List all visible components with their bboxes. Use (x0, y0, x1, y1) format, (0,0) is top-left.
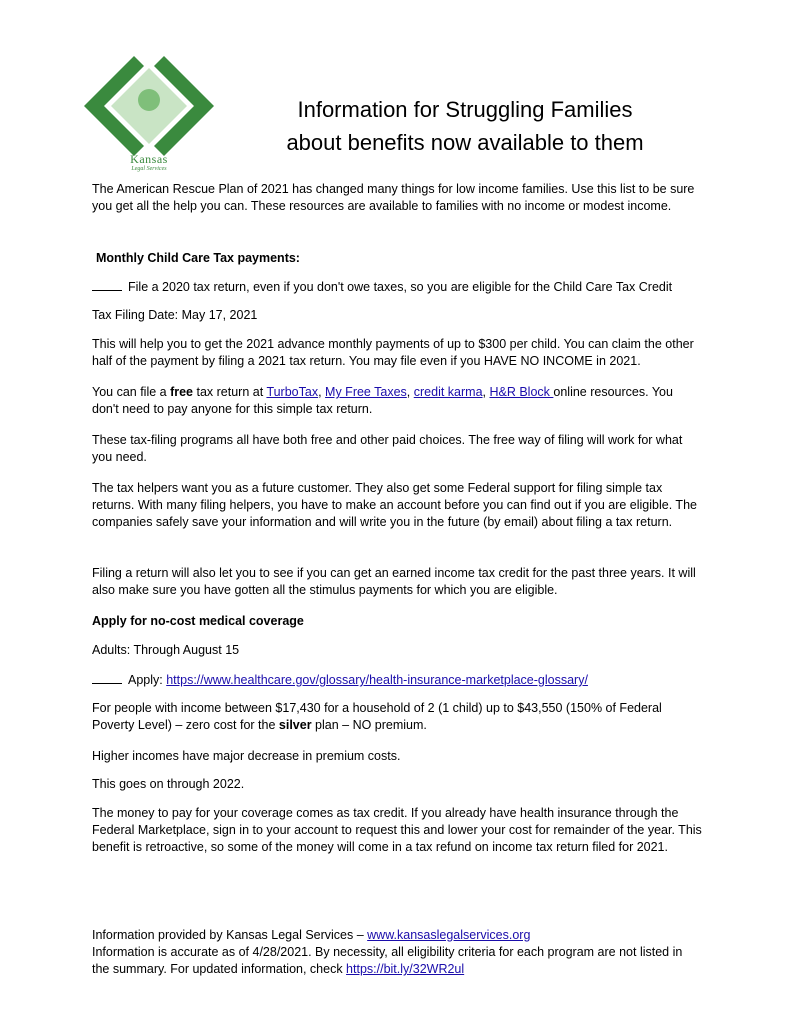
adults-deadline: Adults: Through August 15 (92, 643, 240, 657)
higher-incomes-note: Higher incomes have major decrease in premium costs. (92, 749, 401, 763)
free-return-prefix: You can file a (92, 385, 171, 399)
free-return-suffix: online resources. You don't need to pay anyone for this simple tax return. (92, 385, 673, 416)
diamond-logo-icon (84, 56, 220, 156)
footer-provided-by (92, 927, 702, 944)
free-return-middle: tax return at (193, 385, 267, 399)
eitc-note-paragraph: Filing a return will also let you to see if you can get an earned income tax credit for the past three years. It will also make sure you have gotten all the stimulus payments for which you are eligible. (92, 566, 696, 597)
free-word: free (170, 385, 194, 399)
hr-block-link[interactable]: H&R Block (489, 385, 554, 399)
turbotax-link[interactable]: TurboTax (266, 385, 319, 399)
medical-heading: Apply for no-cost medical coverage (92, 614, 304, 628)
logo-org-name: Kansas (130, 152, 168, 166)
page-title-line-2: about benefits now available to them (286, 130, 644, 155)
intro-paragraph: The American Rescue Plan of 2021 has changed many things for low income families. Use this list to be sure you get all the help you can. These resources are available to families with no income or modest income. (92, 182, 695, 213)
income-eligibility-paragraph (92, 700, 702, 734)
income-suffix: plan – NO premium. (311, 718, 427, 732)
checklist-item-text: File a 2020 tax return, even if you don't owe taxes, so you are eligible for the Child Care Tax Credit (128, 280, 673, 294)
kansas-legal-services-logo (84, 56, 220, 176)
bitly-update-link[interactable]: https://bit.ly/32WR2ul (346, 962, 465, 976)
checkbox-blank[interactable] (92, 278, 122, 291)
healthcare-gov-link[interactable]: https://www.healthcare.gov/glossary/health-insurance-marketplace-glossary/ (166, 673, 588, 687)
footer-accuracy-note (92, 944, 702, 978)
through-2022-note: This goes on through 2022. (92, 777, 245, 791)
checklist-item-file-2020-return (92, 278, 702, 296)
programs-note-paragraph: These tax-filing programs all have both free and other paid choices. The free way of filing will work for what you need. (92, 433, 683, 464)
checkbox-blank[interactable] (92, 671, 122, 684)
apply-line (92, 671, 702, 689)
income-prefix: For people with income between $17,430 for a household of 2 (1 child) up to $43,550 (150% of Federal Poverty Level) – zero cost for the (92, 701, 662, 732)
credit-karma-link[interactable]: credit karma (413, 385, 483, 399)
apply-label: Apply: (128, 673, 167, 687)
kansas-legal-services-link[interactable]: www.kansaslegalservices.org (367, 928, 531, 942)
accuracy-note-text: Information is accurate as of 4/28/2021. By necessity, all eligibility criteria for each program are not listed in the summary. For updated information, check (92, 945, 683, 976)
free-return-paragraph: You can file a free tax return at TurboTax, My Free Taxes, credit karma, H&R Block online resources. You don't need to pay anyone for this simple tax return. (92, 385, 673, 416)
silver-word: silver (278, 718, 312, 732)
page-title-line-1: Information for Struggling Families (297, 97, 633, 122)
logo-org-subtitle: Legal Services (131, 166, 167, 172)
provided-by-text: Information provided by Kansas Legal Services – (92, 928, 368, 942)
tax-credit-paragraph: The money to pay for your coverage comes as tax credit. If you already have health insurance through the Federal Marketplace, sign in to your account to request this and lower your cost for remainder of the year. This benefit is retroactive, so some of the money will come in a tax refund on income tax return filed for 2021. (92, 806, 702, 854)
tax-filing-date: Tax Filing Date: May 17, 2021 (92, 308, 258, 322)
child-care-heading: Monthly Child Care Tax payments: (96, 251, 300, 265)
advance-payments-paragraph: This will help you to get the 2021 advance monthly payments of up to $300 per child. You can claim the other half of the payment by filing a 2021 tax return. You may file even if you HAVE NO INCOME in 2021. (92, 337, 694, 368)
helpers-note-paragraph: The tax helpers want you as a future customer. They also get some Federal support for filing simple tax returns. With many filing helpers, you have to make an account before you can find out if you are eligible. The companies safely save your information and will write you in the future (by email) about filing a tax return. (92, 481, 697, 529)
my-free-taxes-link[interactable]: My Free Taxes (325, 385, 407, 399)
